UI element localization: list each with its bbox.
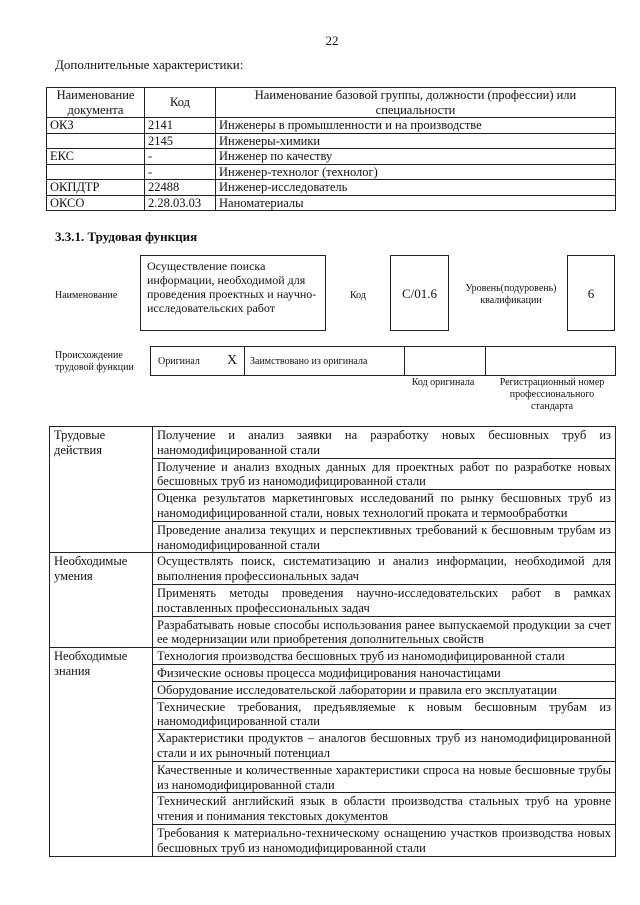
required-knowledge-label: Необходимые знания xyxy=(50,648,153,856)
labor-action-item: Получение и анализ входных данных для проектных работ по разработке новых бесшовных труб из наномодифицированной стали xyxy=(153,458,616,490)
cell-code: 2141 xyxy=(145,118,216,134)
qualification-level-value: 6 xyxy=(587,286,595,301)
name-label: Наименование xyxy=(55,290,118,301)
cell-name: Инженер-исследователь xyxy=(216,180,616,196)
classification-table xyxy=(46,87,616,211)
level-label: Уровень(подуровень) квалификации xyxy=(465,283,557,306)
qualification-level-box xyxy=(567,255,615,331)
knowledge-item: Технические требования, предъявляемые к новым бесшовным трубам из наномодифицированной стали xyxy=(153,698,616,730)
table-row xyxy=(50,553,616,585)
header-document: Наименование документа xyxy=(47,88,145,118)
cell-code: 2145 xyxy=(145,133,216,149)
labor-actions-label: Трудовые действия xyxy=(50,427,153,553)
header-code: Код xyxy=(145,88,216,118)
code-label: Код xyxy=(350,290,366,301)
table-header-row xyxy=(47,88,616,118)
cell-name: Наноматериалы xyxy=(216,195,616,211)
cell-name: Инженер-технолог (технолог) xyxy=(216,164,616,180)
knowledge-item: Характеристики продуктов – аналогов бесшовных труб из наномодифицированной стали и их рыночный потенциал xyxy=(153,730,616,762)
table-row xyxy=(47,195,616,211)
borrowed-label: Заимствовано из оригинала xyxy=(250,356,368,367)
cell-name: Инженер по качеству xyxy=(216,149,616,165)
cell-document: ОКПДТР xyxy=(47,180,145,196)
skill-item: Осуществлять поиск, систематизацию и анализ информации, необходимой для выполнения профессиональных задач xyxy=(153,553,616,585)
divider xyxy=(485,347,486,375)
table-row xyxy=(47,149,616,165)
skill-item: Применять методы проведения научно-исследовательских работ в рамках поставленных профессиональных задач xyxy=(153,584,616,616)
registration-number-label: Регистрационный номер профессионального стандарта xyxy=(499,377,605,412)
cell-document xyxy=(47,164,145,180)
cell-code: 2.28.03.03 xyxy=(145,195,216,211)
table-row xyxy=(47,133,616,149)
knowledge-item: Качественные и количественные характеристики спроса на новые бесшовные трубы из наномодифицированной стали xyxy=(153,761,616,793)
cell-code: - xyxy=(145,149,216,165)
cell-document: ОКЗ xyxy=(47,118,145,134)
required-skills-label: Необходимые умения xyxy=(50,553,153,648)
table-row xyxy=(47,118,616,134)
knowledge-item: Требования к материально-техническому оснащению участков производства новых бесшовных труб из наномодифицированной стали xyxy=(153,824,616,856)
cell-code: 22488 xyxy=(145,180,216,196)
cell-code: - xyxy=(145,164,216,180)
origin-label: Происхождение трудовой функции xyxy=(55,350,134,373)
labor-action-item: Проведение анализа текущих и перспективных требований к бесшовным трубам из наномодифицированной стали xyxy=(153,521,616,553)
origin-row xyxy=(150,346,616,376)
cell-name: Инженеры-химики xyxy=(216,133,616,149)
function-code-box xyxy=(390,255,449,331)
table-row xyxy=(50,648,616,665)
section-title: 3.3.1. Трудовая функция xyxy=(55,229,198,244)
cell-name: Инженеры в промышленности и на производстве xyxy=(216,118,616,134)
original-code-label: Код оригинала xyxy=(411,377,475,388)
cell-document: ОКСО xyxy=(47,195,145,211)
page-number: 22 xyxy=(325,33,339,48)
original-mark: X xyxy=(227,353,238,368)
additional-characteristics-title: Дополнительные характеристики: xyxy=(55,57,244,72)
function-name-box xyxy=(140,255,326,331)
function-name-value: Осуществление поиска информации, необходимой для проведения проектных и научно-исследовательских работ xyxy=(147,259,317,315)
labor-action-item: Оценка результатов маркетинговых исследований по рынку бесшовных труб из наномодифицированной стали, новых технологий проката и термообработки xyxy=(153,490,616,522)
details-table xyxy=(49,426,616,857)
knowledge-item: Технический английский язык в области производства стальных труб на уровне чтения и понимания текстовых документов xyxy=(153,793,616,825)
skill-item: Разрабатывать новые способы использования ранее выпускаемой продукции за счет ее модернизации или приобретения дополнительных свойств xyxy=(153,616,616,648)
cell-document xyxy=(47,133,145,149)
table-row xyxy=(47,180,616,196)
divider xyxy=(244,347,245,375)
function-code-value: С/01.6 xyxy=(401,286,438,301)
table-row xyxy=(50,427,616,459)
header-name: Наименование базовой группы, должности (профессии) или специальности xyxy=(216,88,616,118)
labor-action-item: Получение и анализ заявки на разработку новых бесшовных труб из наномодифицированной стали xyxy=(153,427,616,459)
cell-document: ЕКС xyxy=(47,149,145,165)
original-label: Оригинал xyxy=(158,356,200,367)
knowledge-item: Технология производства бесшовных труб из наномодифицированной стали xyxy=(153,648,616,665)
table-row xyxy=(47,164,616,180)
divider xyxy=(404,347,405,375)
knowledge-item: Оборудование исследовательской лаборатории и правила его эксплуатации xyxy=(153,681,616,698)
knowledge-item: Физические основы процесса модифицирования наночастицами xyxy=(153,664,616,681)
